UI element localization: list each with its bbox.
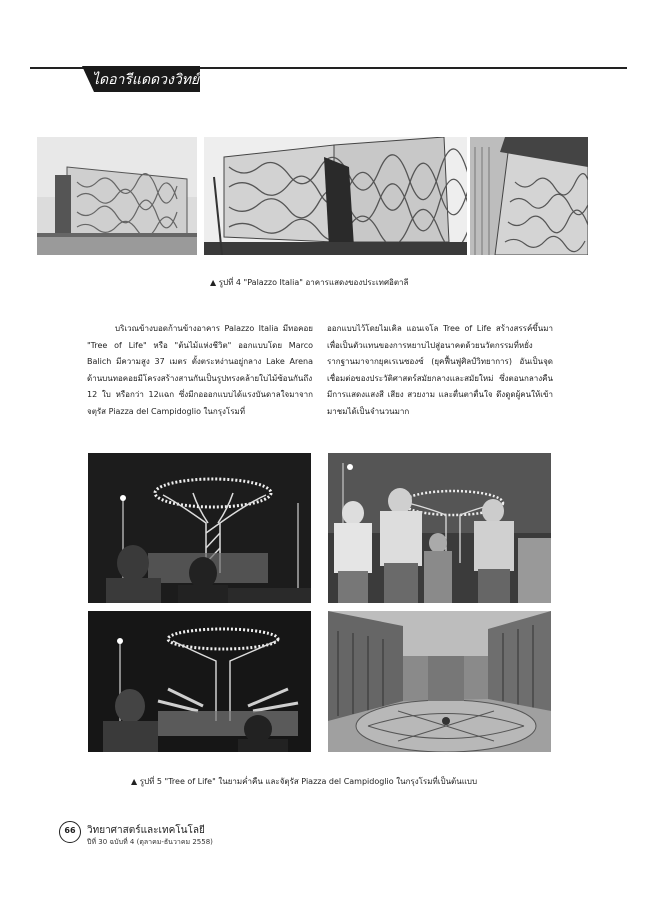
journal-issue: ปีที่ 30 ฉบับที่ 4 (ตุลาคม-ธันวาคม 2558)	[87, 838, 213, 846]
photo-palazzo-lattice	[204, 137, 467, 255]
body-paragraph-2: ออกแบบไว้โดยไมเคิล แอนเจโล Tree of Life สร้างสรรค์ขึ้นมาเพื่อเป็นตัวแทนของการหยาบไปสู่อนาคตด้วยนวัตกรรมที่หยั่งรากฐานมาจากยุคเรเนซองซ์ (ยุคฟื้นฟูศิลป์วิทยาการ) อันเป็นจุดเชื่อมต่อของประวัติศาสตร์สมัยกลางและสมัยใหม่ ซึ่งตอนกลางคืนมีการแสดงแสงสี เสียง สวยงาม และตื่นตาตื่นใจ ดึงดูดผู้คนให้เข้ามาชมได้เป็นจำนวนมาก	[327, 324, 553, 416]
body-paragraph-1: บริเวณข้างบอดก้านข้างอาคาร Palazzo Italia มีทอคอย "Tree of Life" หรือ "ต้นไม้แห่งชีวิต" ออกแบบโดย Marco Balich มีความสูง 37 เมตร ตั้งตระหง่านอยู่กลาง Lake Arena ด้านบนทอคอยมีโครงสร้างสานกันเป็นรูปทรงคล้ายใบไม้ซ้อนกันถึง 12 ใบ หรือกว่า 12แฉก ซึ่งมีกอออกแบบได้แรงบันดาลใจมาจากจตุรัส Piazza del Campidoglio ในกรุงโรมที่	[87, 324, 313, 416]
body-column-1	[87, 321, 313, 421]
figure-4-caption	[210, 278, 408, 288]
triangle-marker-icon: ▲	[210, 278, 217, 287]
figure-5-caption	[131, 777, 477, 787]
journal-name: วิทยาศาสตร์และเทคโนโลยี	[87, 825, 205, 836]
figure-4-caption-text: รูปที่ 4 "Palazzo Italia" อาคารแสดงของประเทศอิตาลี	[218, 278, 409, 287]
photo-tree-crowd-dusk	[328, 453, 551, 603]
triangle-marker-icon: ▲	[131, 777, 138, 786]
page-number: 66	[64, 826, 76, 835]
body-column-2	[327, 321, 553, 421]
figure-5-caption-text: รูปที่ 5 "Tree of Life" ในยามค่ำคืน และจัตุรัส Piazza del Campidoglio ในกรุงโรมที่เป็นต้นแบบ	[139, 777, 478, 786]
section-title: ไดอารีแดดวงวิทย์	[92, 72, 200, 88]
photo-piazza-campidoglio	[328, 611, 551, 752]
photo-tree-night-fountain	[88, 611, 311, 752]
photo-tree-night-lit	[88, 453, 311, 603]
photo-palazzo-roof	[470, 137, 588, 255]
photo-palazzo-wide	[37, 137, 197, 255]
